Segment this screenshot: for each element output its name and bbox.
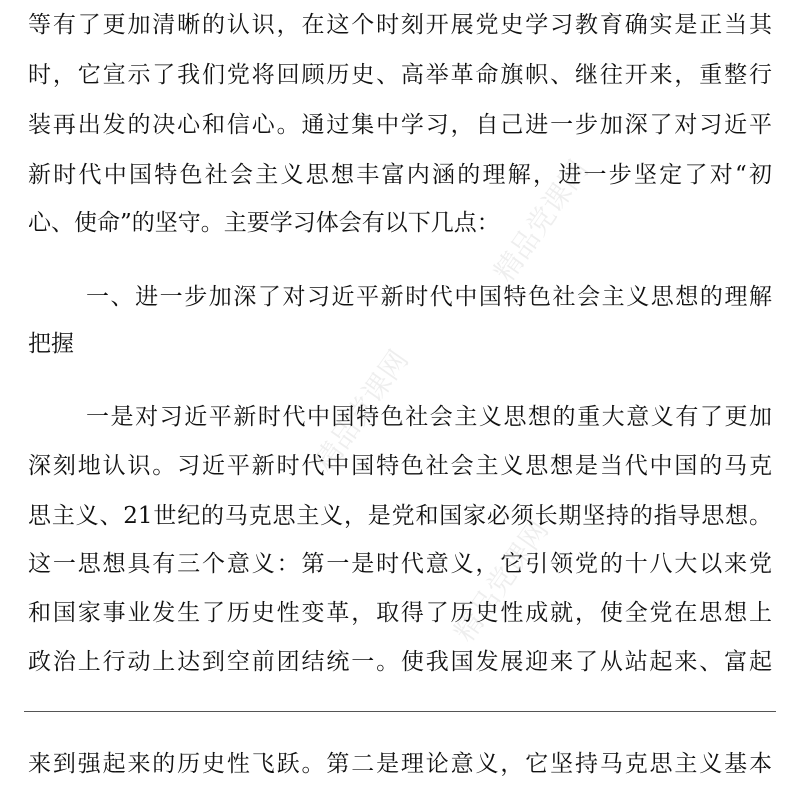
paragraph-line: 和国家事业发生了历史性变革，取得了历史性成就，使全党在思想上 [28,600,772,626]
watermark-text: 精品党课网 [487,154,595,288]
paragraph-line: 等有了更加清晰的认识，在这个时刻开展党史学习教育确实是正当其 [28,12,772,38]
section-heading: 把握 [28,331,74,357]
paragraph-line: 一是对习近平新时代中国特色社会主义思想的重大意义有了更加 [86,404,772,430]
paragraph-line: 新时代中国特色社会主义思想丰富内涵的理解，进一步坚定了对“初 [28,162,772,188]
paragraph-line: 装再出发的决心和信心。通过集中学习，自己进一步加深了对习近平 [28,112,772,138]
paragraph-line: 深刻地认识。习近平新时代中国特色社会主义思想是当代中国的马克 [28,453,772,479]
paragraph-line: 这一思想具有三个意义：第一是时代意义，它引领党的十八大以来党 [28,551,772,577]
page-break-divider [24,711,776,712]
watermark-text: 精品党课网 [447,514,555,648]
section-heading: 一、进一步加深了对习近平新时代中国特色社会主义思想的理解 [86,284,772,310]
paragraph-line: 思主义、21世纪的马克思主义，是党和国家必须长期坚持的指导思想。 [28,503,772,529]
paragraph-line: 心、使命”的坚守。主要学习体会有以下几点： [28,210,500,236]
paragraph-line: 来到强起来的历史性飞跃。第二是理论意义，它坚持马克思主义基本 [28,751,772,777]
paragraph-line: 政治上行动上达到空前团结统一。使我国发展迎来了从站起来、富起 [28,649,772,675]
paragraph-line: 时，它宣示了我们党将回顾历史、高举革命旗帜、继往开来，重整行 [28,62,772,88]
watermark-text: 精品党课网 [307,344,415,478]
